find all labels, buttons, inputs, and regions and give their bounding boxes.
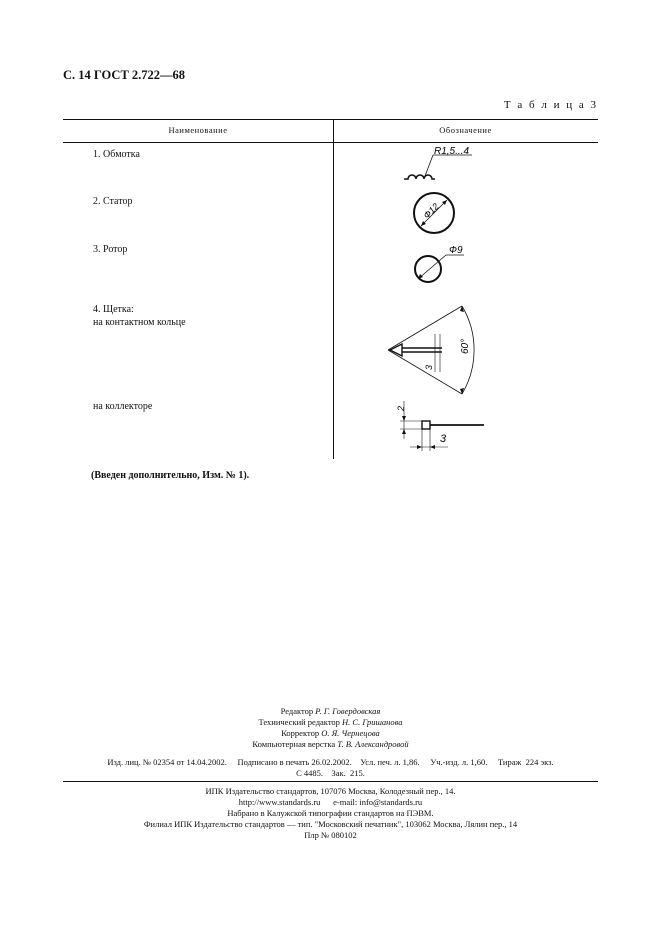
row-sub-slip-ring: на контактном кольце	[93, 317, 186, 328]
imprint-order-line: С 4485. Зак. 215.	[296, 768, 365, 778]
imprint-tech-editor	[0, 717, 661, 728]
imprint-typeset: Набрано в Калужской типографии стандартов на ПЭВМ.	[227, 808, 434, 818]
slip-ring-gap-label: 3	[424, 364, 434, 370]
tech-editor-label: Технический редактор	[258, 717, 340, 727]
tech-editor-name: Н. С. Гришанова	[342, 717, 403, 727]
winding-icon	[400, 143, 480, 185]
stator-circle-icon	[408, 188, 460, 238]
page-header: С. 14 ГОСТ 2.722—68	[63, 68, 186, 82]
commutator-width-label: 3	[440, 433, 447, 445]
table-top-rule	[63, 119, 598, 120]
stator-dim-label: Ф12	[421, 201, 441, 221]
imprint-branch: Филиал ИПК Издательство стандартов — тип. "Московский печатник", 103062 Москва, Лялин пер., 14	[143, 819, 518, 829]
imprint-print-line: Изд. лиц. № 02354 от 14.04.2002. Подписано в печать 26.02.2002. Усл. печ. л. 1,86. Уч.-изд. л. 1,60. Тираж 224 экз.	[107, 757, 554, 767]
row-name-rotor: 3. Ротор	[93, 244, 128, 255]
slip-ring-brush-icon	[380, 298, 490, 398]
editor-name: Р. Г. Говердовская	[315, 706, 381, 716]
rotor-circle-icon	[408, 243, 468, 289]
column-header-name: Наименование	[168, 125, 228, 135]
imprint-editor	[0, 706, 661, 717]
table-column-divider	[333, 119, 334, 459]
editor-label: Редактор	[280, 706, 314, 716]
layout-label: Компьютерная верстка	[252, 739, 336, 749]
rotor-dim-label: Ф9	[449, 245, 463, 256]
table-header-rule	[63, 142, 598, 143]
commutator-brush-icon	[392, 395, 492, 457]
column-header-symbol: Обозначение	[439, 125, 492, 135]
slip-ring-angle-label: 60°	[460, 338, 471, 354]
imprint-plr: Плр № 080102	[304, 830, 357, 840]
winding-dim-label: R1,5...4	[434, 146, 470, 157]
imprint-web: http://www.standards.ru e-mail: info@standards.ru	[238, 797, 423, 807]
imprint-corrector	[0, 728, 661, 739]
row-name-commutator: на коллекторе	[93, 401, 153, 412]
corrector-label: Корректор	[281, 728, 320, 738]
amendment-note: (Введен дополнительно, Изм. № 1).	[91, 470, 250, 481]
row-name-stator: 2. Статор	[93, 196, 133, 207]
corrector-name: О. Я. Чернецова	[321, 728, 380, 738]
row-name-brush: 4. Щетка:	[93, 304, 134, 315]
imprint-rule	[63, 781, 598, 782]
row-name-winding: 1. Обмотка	[93, 149, 140, 160]
table-label: Т а б л и ц а 3	[503, 99, 598, 111]
imprint-publisher: ИПК Издательство стандартов, 107076 Москва, Колодезный пер., 14.	[205, 786, 456, 796]
commutator-height-label: 2	[396, 405, 406, 411]
layout-name: Т. В. Александровой	[337, 739, 409, 749]
imprint-layout	[0, 739, 661, 750]
